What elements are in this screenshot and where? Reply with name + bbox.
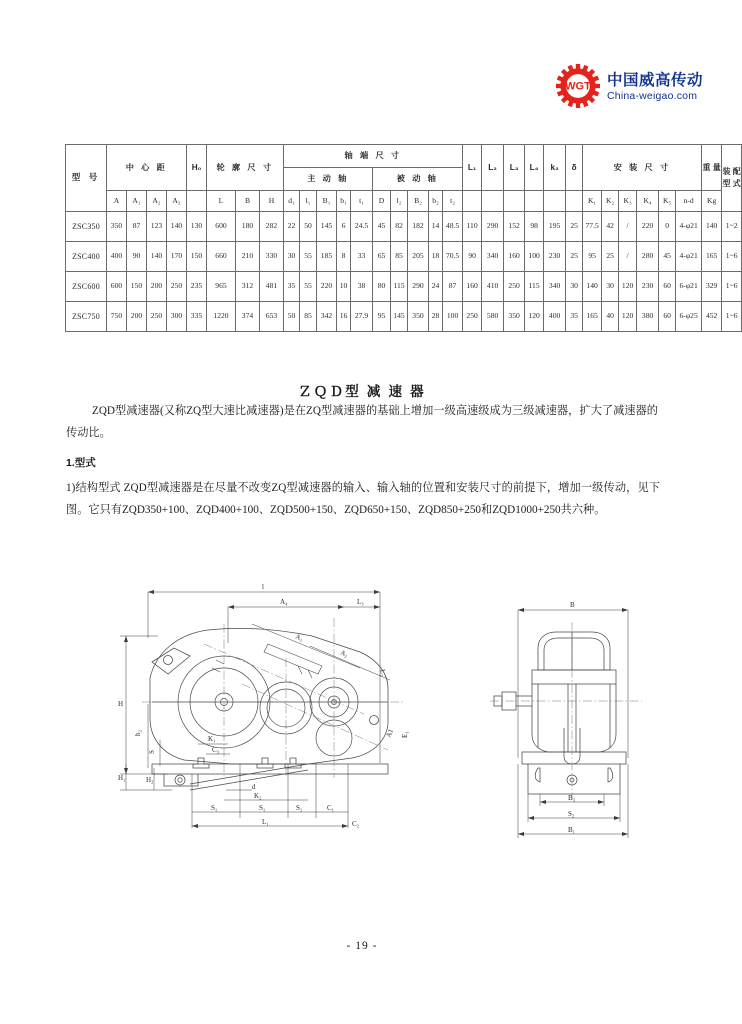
subheader-K2: K₂: [602, 191, 619, 212]
cell-value: 85: [300, 302, 317, 332]
subheader-A: A: [107, 191, 127, 212]
subheader-l2-blank: [482, 191, 504, 212]
cell-value: 130: [187, 212, 207, 242]
cell-value: 8: [337, 242, 351, 272]
cell-value: 312: [236, 272, 260, 302]
cell-value: 100: [443, 302, 463, 332]
header-model: 型 号: [66, 145, 107, 212]
cell-value: 27.9: [351, 302, 373, 332]
subheader-D: D: [373, 191, 391, 212]
subheader-n-d: n-d: [676, 191, 702, 212]
cell-value: 10: [337, 272, 351, 302]
cell-value: 150: [127, 272, 147, 302]
structure-paragraph: 1)结构型式 ZQD型减速器是在尽量不改变ZQ型减速器的输入、输入轴的位置和安装尺寸的前提下，增加一级传动，见下图。它只有ZQD350+100、ZQD400+100、ZQD500+150、ZQD650+150、ZQD850+250和ZQD1000+250共六种。: [66, 482, 660, 517]
cell-value: 165: [583, 302, 602, 332]
cell-value: 250: [167, 272, 187, 302]
cell-value: 45: [659, 242, 676, 272]
cell-value: 25: [566, 242, 583, 272]
cell-value: 30: [602, 272, 619, 302]
cell-value: 380: [637, 302, 659, 332]
cell-value: 24.5: [351, 212, 373, 242]
subheader-b2: b₂: [429, 191, 443, 212]
logo-text-block: [607, 71, 703, 102]
dim-label-L3: L₃: [357, 598, 364, 606]
cell-value: 82: [391, 212, 408, 242]
dim-label-C2: C₂: [352, 820, 360, 828]
cell-value: /: [619, 212, 637, 242]
header-l3: L₃: [504, 145, 525, 191]
cell-value: 28: [429, 302, 443, 332]
header-assembly-type: 装 配 型 式: [722, 145, 742, 212]
page-title: ＺＱＤ型 减 速 器: [298, 384, 426, 399]
cell-value: 30: [566, 272, 583, 302]
dim-label-d: d: [252, 783, 256, 791]
cell-model: ZSC350: [66, 212, 107, 242]
specification-table: [65, 144, 742, 332]
subheader-B: B: [236, 191, 260, 212]
cell-value: 481: [260, 272, 284, 302]
company-logo: [556, 64, 703, 108]
cell-value: 140: [702, 212, 722, 242]
cell-value: 280: [637, 242, 659, 272]
dim-label-A3: A₃: [294, 632, 305, 643]
subheader-K4: K₄: [637, 191, 659, 212]
cell-value: 200: [127, 302, 147, 332]
cell-value: 30: [284, 242, 300, 272]
cell-value: 90: [127, 242, 147, 272]
cell-value: 600: [107, 272, 127, 302]
dim-label-K2: K₂: [254, 792, 262, 800]
cell-value: 4-φ21: [676, 212, 702, 242]
cell-value: 160: [504, 242, 525, 272]
table-row: [66, 212, 742, 242]
header-l2: L₂: [482, 145, 504, 191]
cell-value: 1~6: [722, 272, 742, 302]
cell-value: 200: [147, 272, 167, 302]
cell-value: 115: [525, 272, 544, 302]
cell-value: 1220: [207, 302, 236, 332]
cell-value: 580: [482, 302, 504, 332]
cell-value: 400: [544, 302, 566, 332]
header-h0: H₀: [187, 145, 207, 191]
cell-value: 965: [207, 272, 236, 302]
dim-label-A4: A₄: [280, 598, 288, 606]
dim-label-h2: h₂: [134, 730, 142, 736]
header-delta: δ: [566, 145, 583, 191]
cell-value: 95: [583, 242, 602, 272]
cell-value: 35: [284, 272, 300, 302]
subheader-l4-blank: [525, 191, 544, 212]
dim-label-B: B: [570, 601, 575, 609]
cell-value: 452: [702, 302, 722, 332]
cell-value: 123: [147, 212, 167, 242]
cell-value: 6-φ21: [676, 272, 702, 302]
intro-paragraph: ZQD型减速器(又称ZQ型大速比减速器)是在ZQ型减速器的基础上增加一级高速级成为三级减速器，扩大了减速器的传动比。: [66, 405, 658, 440]
cell-value: 185: [317, 242, 337, 272]
cell-value: 95: [373, 302, 391, 332]
cell-value: 24: [429, 272, 443, 302]
dim-label-H1: H₁: [118, 774, 126, 782]
cell-value: 210: [236, 242, 260, 272]
cell-value: 60: [659, 302, 676, 332]
cell-value: 14: [429, 212, 443, 242]
table-row: [66, 242, 742, 272]
cell-value: 140: [583, 272, 602, 302]
cell-value: 55: [300, 272, 317, 302]
cell-value: 18: [429, 242, 443, 272]
cell-value: 4-φ21: [676, 242, 702, 272]
subheader-A3: A₃: [167, 191, 187, 212]
cell-value: 329: [702, 272, 722, 302]
cell-value: 230: [637, 272, 659, 302]
section-1-heading: 1.型式: [66, 457, 96, 469]
cell-value: 170: [167, 242, 187, 272]
subheader-t1: t₁: [351, 191, 373, 212]
dim-label-S: S: [148, 750, 156, 754]
subheader-k3-blank: [544, 191, 566, 212]
cell-value: 220: [637, 212, 659, 242]
cell-value: 342: [317, 302, 337, 332]
dim-label-S1-b: S₁: [259, 804, 266, 812]
subheader-K3: K₃: [619, 191, 637, 212]
dim-label-S2: S₂: [568, 810, 575, 818]
dim-label-S1-c: S₁: [296, 804, 303, 812]
table-header-row-3: [66, 191, 742, 212]
cell-model: ZSC600: [66, 272, 107, 302]
dim-label-H2: H₂: [146, 776, 154, 784]
cell-value: 6-φ25: [676, 302, 702, 332]
header-l1: L₁: [463, 145, 482, 191]
cell-value: 340: [482, 242, 504, 272]
cell-value: 115: [391, 272, 408, 302]
table-row: [66, 272, 742, 302]
subheader-K5: K₅: [659, 191, 676, 212]
cell-value: 25: [566, 212, 583, 242]
dim-label-l: l: [262, 583, 264, 591]
subheader-B1: B₁: [317, 191, 337, 212]
cell-value: 330: [260, 242, 284, 272]
cell-value: 152: [504, 212, 525, 242]
cell-value: 65: [373, 242, 391, 272]
cell-value: 33: [351, 242, 373, 272]
logo-company-name-cn: 中国威高传动: [607, 71, 704, 89]
header-mounting: 安 装 尺 寸: [583, 145, 702, 191]
cell-value: 80: [373, 272, 391, 302]
dim-label-L1: L₁: [262, 818, 269, 826]
subheader-A2: A₂: [147, 191, 167, 212]
cell-model: ZSC400: [66, 242, 107, 272]
dim-label-B1: B₁: [568, 826, 576, 834]
cell-value: 220: [317, 272, 337, 302]
cell-value: 300: [167, 302, 187, 332]
cell-value: 145: [391, 302, 408, 332]
cell-value: 180: [236, 212, 260, 242]
cell-value: 0: [659, 212, 676, 242]
subheader-l1: l₁: [300, 191, 317, 212]
cell-value: 85: [391, 242, 408, 272]
cell-value: /: [619, 242, 637, 272]
cell-value: 40: [602, 302, 619, 332]
header-outline: 轮 廓 尺 寸: [207, 145, 284, 191]
dim-label-E1: E₁: [401, 731, 409, 738]
cell-value: 87: [443, 272, 463, 302]
subheader-H: H: [260, 191, 284, 212]
dim-label-B3: B₃: [568, 794, 576, 802]
header-l4: L₄: [525, 145, 544, 191]
specification-table-body: [66, 212, 742, 332]
cell-value: 120: [619, 302, 637, 332]
dim-label-K1: K₁: [208, 735, 216, 743]
cell-value: 600: [207, 212, 236, 242]
cell-value: 350: [107, 212, 127, 242]
cell-value: 6: [337, 212, 351, 242]
cell-value: 250: [147, 302, 167, 332]
cell-value: 145: [317, 212, 337, 242]
subheader-h0-blank: [187, 191, 207, 212]
table-row: [66, 302, 742, 332]
cell-value: 120: [619, 272, 637, 302]
subheader-l2: l₂: [391, 191, 408, 212]
cell-value: 110: [463, 212, 482, 242]
cell-value: 182: [408, 212, 429, 242]
header-weight: 重 量: [702, 145, 722, 191]
cell-value: 250: [463, 302, 482, 332]
dim-label-S1-a: S₁: [211, 804, 218, 812]
cell-value: 205: [408, 242, 429, 272]
logo-mark-text: WGT: [565, 80, 591, 93]
table-header-row-1: [66, 145, 742, 168]
cell-value: 374: [236, 302, 260, 332]
cell-value: 140: [147, 242, 167, 272]
header-center-distance: 中 心 距: [107, 145, 187, 191]
cell-value: 77.5: [583, 212, 602, 242]
cell-value: 1~6: [722, 242, 742, 272]
subheader-d1: d₁: [284, 191, 300, 212]
front-elevation-drawing: [482, 588, 662, 848]
logo-website-url: China-weigao.com: [607, 90, 698, 102]
cell-value: 48.5: [443, 212, 463, 242]
cell-value: 290: [482, 212, 504, 242]
cell-value: 22: [284, 212, 300, 242]
cell-value: 410: [482, 272, 504, 302]
header-k3: k₃: [544, 145, 566, 191]
subheader-L: L: [207, 191, 236, 212]
dim-label-A1: A1: [384, 727, 396, 739]
subheader-l1-blank: [463, 191, 482, 212]
cell-value: 45: [373, 212, 391, 242]
subheader-K1: K₁: [583, 191, 602, 212]
side-elevation-drawing: [112, 578, 432, 848]
cell-value: 750: [107, 302, 127, 332]
cell-value: 160: [463, 272, 482, 302]
cell-value: 140: [167, 212, 187, 242]
cell-value: 250: [504, 272, 525, 302]
cell-value: 1~2: [722, 212, 742, 242]
cell-value: 150: [187, 242, 207, 272]
cell-value: 335: [187, 302, 207, 332]
cell-value: 60: [659, 272, 676, 302]
cell-value: 16: [337, 302, 351, 332]
subheader-b1: b₁: [337, 191, 351, 212]
cell-value: 87: [127, 212, 147, 242]
cell-value: 42: [602, 212, 619, 242]
cell-value: 653: [260, 302, 284, 332]
header-drive-shaft: 主 动 轴: [284, 168, 373, 191]
cell-value: 230: [544, 242, 566, 272]
dim-label-A2: A₂: [339, 648, 350, 659]
cell-value: 98: [525, 212, 544, 242]
dim-label-H: H: [118, 700, 124, 708]
cell-value: 50: [300, 212, 317, 242]
cell-value: 660: [207, 242, 236, 272]
header-driven-shaft: 被 动 轴: [373, 168, 463, 191]
subheader-A1: A₁: [127, 191, 147, 212]
subheader-B2: B₂: [408, 191, 429, 212]
cell-value: 35: [566, 302, 583, 332]
subheader-weight-unit: Kg: [702, 191, 722, 212]
cell-value: 120: [525, 302, 544, 332]
page-number: - 19 -: [346, 940, 378, 952]
cell-value: 195: [544, 212, 566, 242]
cell-value: 100: [525, 242, 544, 272]
dim-label-C1: C₁: [327, 804, 335, 812]
cell-value: 1~6: [722, 302, 742, 332]
cell-value: 70.5: [443, 242, 463, 272]
subheader-t2: t₂: [443, 191, 463, 212]
cell-value: 350: [504, 302, 525, 332]
dim-label-L2: L₂: [378, 668, 388, 678]
cell-value: 350: [408, 302, 429, 332]
cell-value: 290: [408, 272, 429, 302]
cell-value: 25: [602, 242, 619, 272]
cell-value: 90: [463, 242, 482, 272]
dim-label-C3: C₃: [212, 746, 220, 754]
cell-value: 400: [107, 242, 127, 272]
cell-value: 282: [260, 212, 284, 242]
header-shaft-end: 轴 端 尺 寸: [284, 145, 463, 168]
gear-logo-icon: [556, 64, 600, 108]
cell-value: 55: [300, 242, 317, 272]
cell-value: 235: [187, 272, 207, 302]
cell-value: 38: [351, 272, 373, 302]
cell-model: ZSC750: [66, 302, 107, 332]
cell-value: 50: [284, 302, 300, 332]
cell-value: 340: [544, 272, 566, 302]
subheader-l3-blank: [504, 191, 525, 212]
subheader-delta-blank: [566, 191, 583, 212]
cell-value: 165: [702, 242, 722, 272]
